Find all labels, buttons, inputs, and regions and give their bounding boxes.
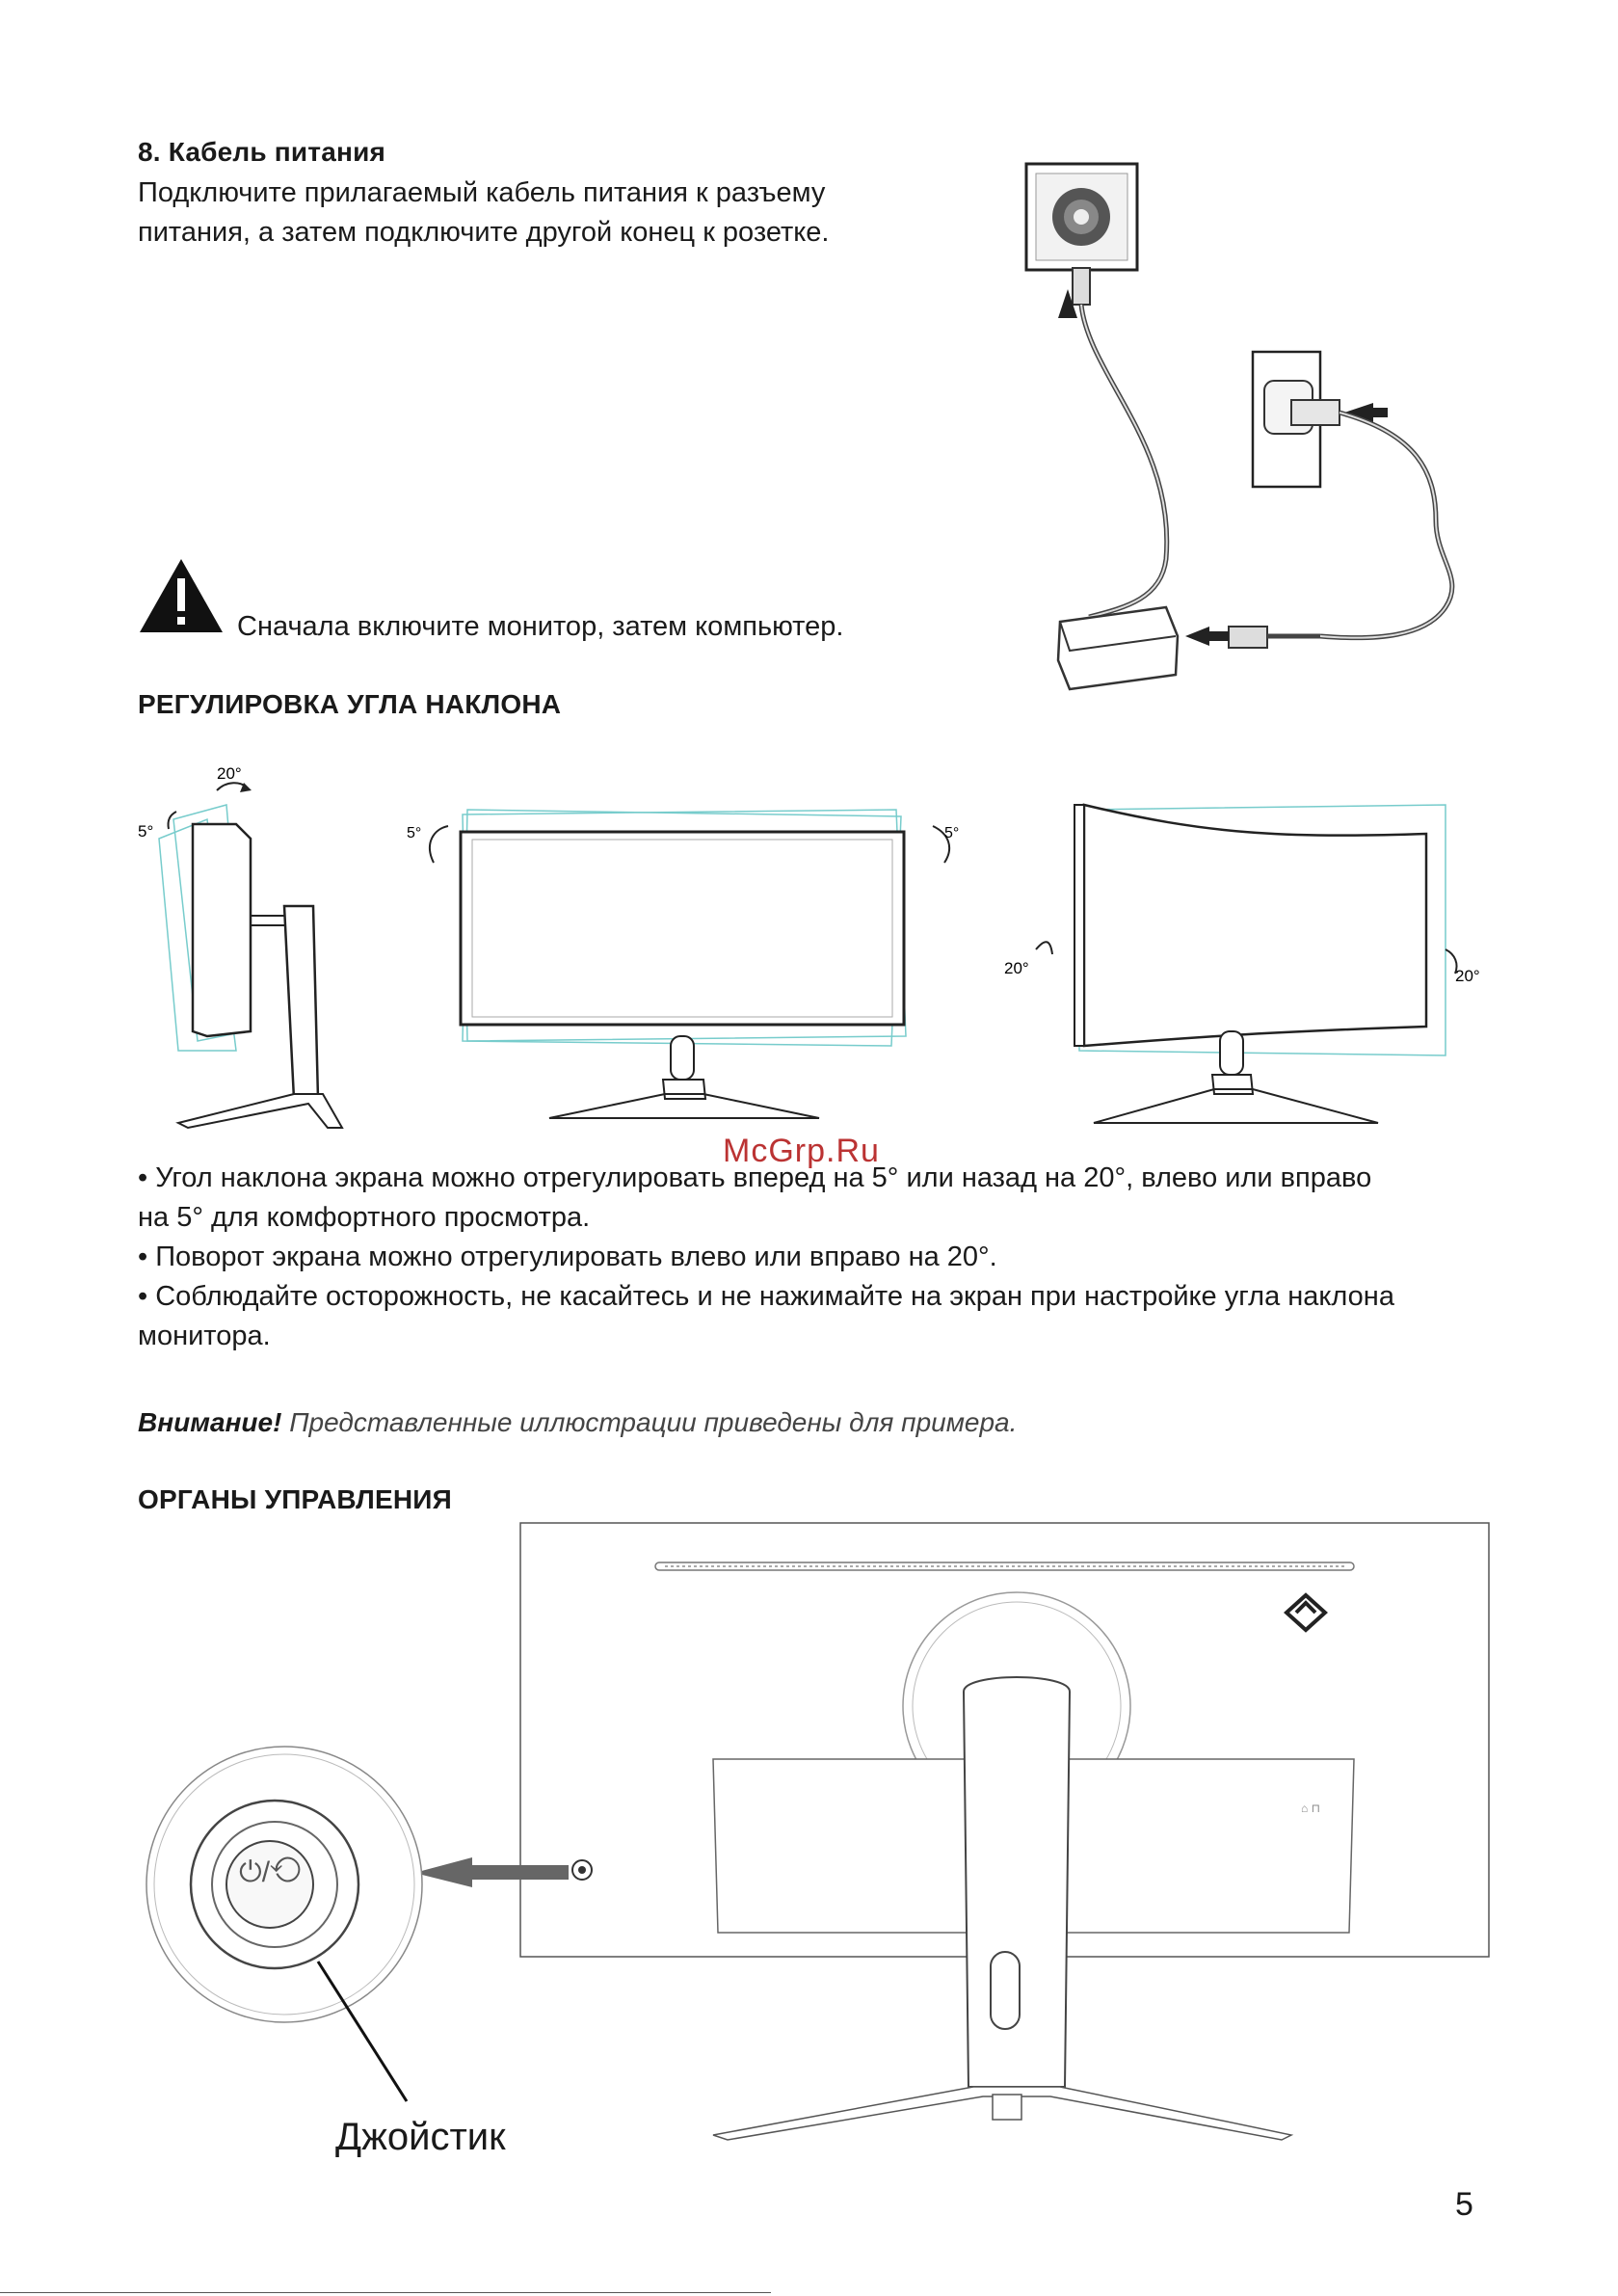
warning-text: Сначала включите монитор, затем компьютер. (237, 611, 844, 642)
cable-instruction-line-2: питания, а затем подключите другой конец к розетке. (138, 217, 830, 248)
front-tilt-left-label: 5° (407, 825, 422, 841)
tilt-bullet-3b: монитора. (138, 1321, 271, 1351)
swivel-right-label: 20° (1455, 967, 1480, 985)
tilt-bullet-2: • Поворот экрана можно отрегулировать влево или вправо на 20°. (138, 1241, 997, 1272)
tilt-front-view-illustration (405, 805, 983, 1137)
svg-text:⌂ ⊓: ⌂ ⊓ (1301, 1802, 1320, 1815)
page-number: 5 (1455, 2186, 1473, 2223)
illustration-note (138, 1407, 1017, 1438)
tilt-bullet-1a: • Угол наклона экрана можно отрегулировать вперед на 5° или назад на 20°, влево или вправо (138, 1162, 1372, 1193)
warning-icon (138, 557, 225, 634)
tilt-bullet-1b: на 5° для комфортного просмотра. (138, 1202, 591, 1233)
note-bold: Внимание! (138, 1407, 282, 1437)
cable-heading: 8. Кабель питания (138, 137, 386, 167)
cable-instruction-line-1: Подключите прилагаемый кабель питания к разъему (138, 177, 826, 208)
note-text: Представленные иллюстрации приведены для примера. (289, 1407, 1018, 1437)
power-icon: ⏻/⟲ (239, 1856, 302, 1888)
tilt-bullet-3a: • Соблюдайте осторожность, не касайтесь и не нажимайте на экран при настройке угла наклона (138, 1281, 1394, 1312)
swivel-view-illustration (993, 795, 1494, 1137)
watermark: McGrp.Ru (723, 1133, 880, 1169)
monitor-rear-illustration (135, 1518, 1503, 2154)
side-tilt-20-label: 20° (217, 764, 242, 783)
footer-divider (0, 2292, 771, 2293)
swivel-left-label: 20° (1004, 959, 1029, 977)
controls-heading: ОРГАНЫ УПРАВЛЕНИЯ (138, 1484, 452, 1514)
side-tilt-5-label: 5° (138, 822, 154, 841)
front-tilt-right-label: 5° (944, 825, 960, 841)
power-cable-illustration (1012, 154, 1494, 704)
joystick-label: Джойстик (335, 2116, 506, 2158)
tilt-side-view-illustration (130, 761, 352, 1137)
tilt-heading: РЕГУЛИРОВКА УГЛА НАКЛОНА (138, 689, 562, 719)
